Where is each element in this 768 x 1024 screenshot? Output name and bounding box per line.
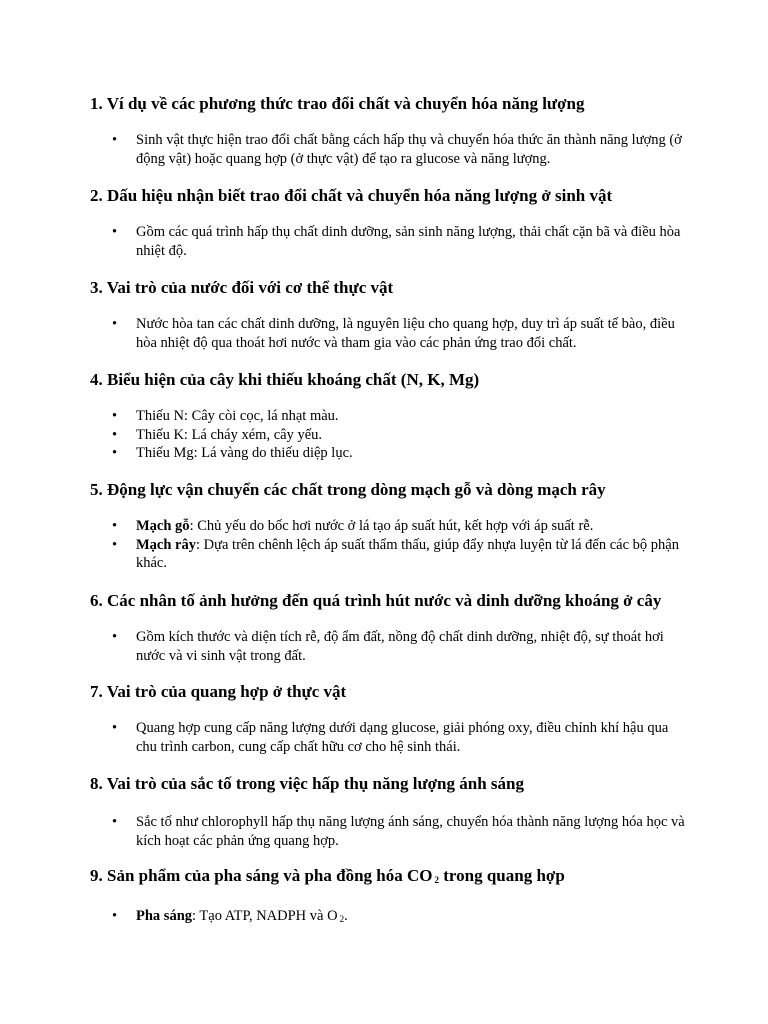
list-item-term: Mạch rây bbox=[136, 536, 196, 553]
bullet-icon: • bbox=[112, 814, 118, 830]
bullet-icon: • bbox=[112, 426, 118, 443]
section-6 bbox=[90, 590, 690, 665]
section-heading: 3. Vai trò của nước đối với cơ thể thực vật bbox=[90, 278, 394, 297]
section-heading: 8. Vai trò của sắc tố trong việc hấp thụ năng lượng ánh sáng bbox=[90, 774, 524, 793]
bullet-list bbox=[90, 813, 690, 850]
bullet-icon: • bbox=[112, 408, 118, 424]
section-5 bbox=[90, 479, 690, 573]
bullet-list bbox=[90, 223, 690, 260]
section-heading: 6. Các nhân tố ảnh hưởng đến quá trình hút nước và dinh dưỡng khoáng ở cây bbox=[90, 591, 662, 610]
list-item bbox=[90, 536, 690, 573]
bullet-list bbox=[90, 719, 690, 756]
subscript: 2 bbox=[434, 875, 439, 885]
list-item-text: Nước hòa tan các chất dinh dưỡng, là nguyên liệu cho quang hợp, duy trì áp suất tế bào, điều hòa nhiệt độ qua thoát hơi nước và tham gia vào các phản ứng trao đổi chất. bbox=[136, 316, 675, 351]
list-item-term: Pha sáng bbox=[136, 908, 193, 924]
list-item-text: Sắc tố như chlorophyll hấp thụ năng lượng ánh sáng, chuyển hóa thành năng lượng hóa học và kích hoạt các phản ứng quang hợp. bbox=[136, 814, 685, 849]
list-item-text: Quang hợp cung cấp năng lượng dưới dạng glucose, giải phóng oxy, điều chỉnh khí hậu qua chu trình carbon, cung cấp chất hữu cơ cho hệ sinh thái. bbox=[136, 720, 669, 755]
bullet-icon: • bbox=[112, 224, 118, 240]
section-1 bbox=[90, 93, 690, 168]
section-heading: 4. Biểu hiện của cây khi thiếu khoáng chất (N, K, Mg) bbox=[90, 370, 480, 389]
section-3 bbox=[90, 277, 690, 352]
bullet-icon: • bbox=[112, 316, 118, 332]
bullet-list bbox=[90, 131, 690, 168]
section-heading-tail: trong quang hợp bbox=[443, 866, 565, 885]
bullet-list bbox=[90, 517, 690, 573]
list-item bbox=[90, 131, 690, 168]
list-item-text: Gồm các quá trình hấp thụ chất dinh dưỡng, sản sinh năng lượng, thải chất cặn bã và điều hòa nhiệt độ. bbox=[136, 224, 681, 259]
list-item bbox=[90, 426, 690, 445]
section-2 bbox=[90, 185, 690, 260]
list-item-text: Sinh vật thực hiện trao đổi chất bằng cách hấp thụ và chuyển hóa thức ăn thành năng lượng (ở động vật) hoặc quang hợp (ở thực vật) để tạo ra glucose và năng lượng. bbox=[136, 132, 682, 167]
section-heading: 1. Ví dụ về các phương thức trao đổi chất và chuyển hóa năng lượng bbox=[90, 94, 585, 113]
bullet-icon: • bbox=[112, 445, 118, 461]
list-item-text: : Chủ yếu do bốc hơi nước ở lá tạo áp suất hút, kết hợp với áp suất rễ. bbox=[189, 518, 594, 534]
bullet-icon: • bbox=[112, 908, 118, 924]
bullet-icon: • bbox=[112, 536, 118, 553]
list-item bbox=[90, 223, 690, 260]
list-item-text: Thiếu K: Lá cháy xém, cây yếu. bbox=[136, 426, 323, 443]
list-item bbox=[90, 444, 690, 463]
list-item bbox=[90, 813, 690, 850]
section-heading: 7. Vai trò của quang hợp ở thực vật bbox=[90, 682, 347, 701]
subscript: 2 bbox=[339, 914, 345, 924]
bullet-icon: • bbox=[112, 132, 118, 148]
list-item-text: : Tạo ATP, NADPH và O bbox=[192, 908, 338, 924]
list-item-text: Thiếu Mg: Lá vàng do thiếu diệp lục. bbox=[136, 445, 353, 461]
section-7 bbox=[90, 681, 690, 756]
section-heading: 5. Động lực vận chuyển các chất trong dòng mạch gỗ và dòng mạch rây bbox=[90, 480, 606, 499]
list-item-text: : Dựa trên chênh lệch áp suất thẩm thấu, giúp đẩy nhựa luyện từ lá đến các bộ phận khác. bbox=[136, 536, 679, 571]
list-item bbox=[90, 907, 690, 929]
section-heading: 2. Dấu hiệu nhận biết trao đổi chất và chuyển hóa năng lượng ở sinh vật bbox=[90, 186, 613, 205]
list-item bbox=[90, 517, 690, 536]
section-8 bbox=[90, 773, 690, 850]
section-heading-text: 9. Sản phẩm của pha sáng và pha đồng hóa CO bbox=[90, 866, 433, 885]
list-item bbox=[90, 719, 690, 756]
list-item bbox=[90, 407, 690, 426]
bullet-icon: • bbox=[112, 720, 118, 736]
bullet-list bbox=[90, 628, 690, 665]
bullet-list bbox=[90, 315, 690, 352]
section-9 bbox=[90, 865, 690, 929]
section-4 bbox=[90, 369, 690, 463]
bullet-icon: • bbox=[112, 629, 118, 645]
list-item-text: Thiếu N: Cây còi cọc, lá nhạt màu. bbox=[136, 408, 339, 424]
list-item-term: Mạch gỗ bbox=[136, 518, 190, 534]
list-item-tail: . bbox=[344, 908, 348, 924]
bullet-list bbox=[90, 907, 690, 929]
bullet-list bbox=[90, 407, 690, 463]
list-item bbox=[90, 628, 690, 665]
bullet-icon: • bbox=[112, 518, 118, 534]
list-item-text: Gồm kích thước và diện tích rễ, độ ẩm đất, nồng độ chất dinh dưỡng, nhiệt độ, sự thoát hơi nước và vi sinh vật trong đất. bbox=[136, 629, 664, 664]
list-item bbox=[90, 315, 690, 352]
section-heading bbox=[90, 865, 690, 891]
